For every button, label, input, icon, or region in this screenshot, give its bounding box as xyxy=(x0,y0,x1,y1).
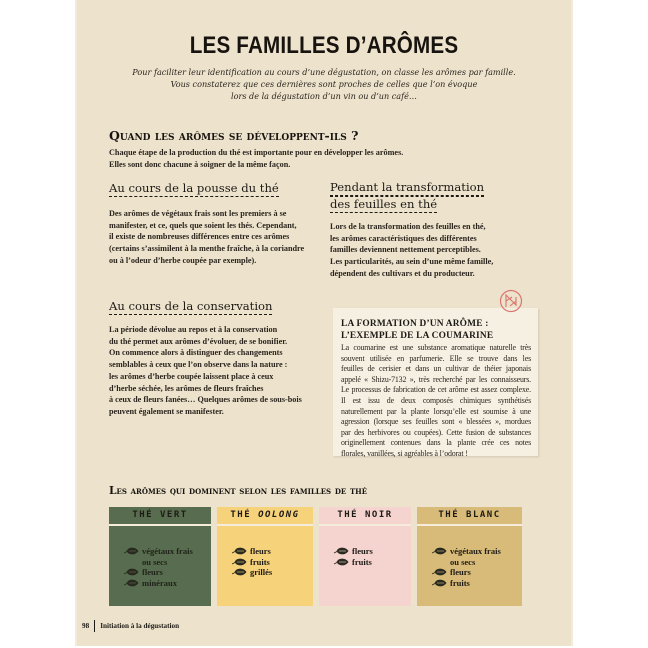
leaf-icon xyxy=(231,558,247,566)
subheading-text: Au cours de la pousse du thé xyxy=(109,181,279,195)
aroma-text: ou secs xyxy=(450,556,476,567)
text-line: d’herbe séchée, les arômes de fleurs fraîches xyxy=(109,383,264,393)
family-column-noir xyxy=(319,507,411,606)
growth-text xyxy=(109,208,304,267)
subheading-transformation xyxy=(330,180,484,213)
coumarine-sidebar-box xyxy=(333,308,538,456)
section-heading-when: Quand les arômes se développent-ils ? xyxy=(109,128,359,143)
header-name: BLANC xyxy=(466,510,501,520)
families-heading: Les arômes qui dominent selon les familles de thé xyxy=(109,484,368,497)
text-line: Les particularités, au sein d’une même famille, xyxy=(330,257,494,267)
aroma-list xyxy=(319,546,411,567)
aroma-item xyxy=(431,546,522,567)
text-line: La coumarine est une substance aromatique naturelle très xyxy=(341,343,531,352)
subheading-conservation xyxy=(109,298,272,315)
aroma-item xyxy=(231,546,313,557)
aroma-list xyxy=(217,546,313,578)
text-line: à ceux de fleurs fanées… Quelques arômes de sous-bois xyxy=(109,395,302,405)
text-line: souvent utilisée en parfumerie. Elle se trouve dans les xyxy=(341,353,531,363)
header-prefix: THÉ xyxy=(438,510,460,520)
subheading-text: Au cours de la conservation xyxy=(109,299,273,313)
text-line: familles deviennent nettement perceptibles. xyxy=(330,245,481,255)
text-line: Des arômes de végétaux frais sont les premiers à se xyxy=(109,209,287,218)
aroma-item xyxy=(123,567,211,578)
column-header xyxy=(109,507,211,524)
header-name: VERT xyxy=(160,510,188,520)
text-line: originellement contenues dans la plante crée ces notes xyxy=(341,438,531,448)
leaf-icon xyxy=(231,547,247,555)
header-prefix: THÉ xyxy=(132,510,154,520)
text-line: les arômes d’herbe coupée laissent place à ceux xyxy=(109,371,274,381)
intro-line: lors de la dégustation d’un vin ou d’un café… xyxy=(230,91,418,101)
aroma-item xyxy=(431,567,522,578)
text-line: florales, vanillées, si agréables à l’odorat ! xyxy=(341,448,468,458)
subheading-growth xyxy=(109,180,279,197)
sidebar-text xyxy=(341,343,531,460)
text-line: ou à l’odeur d’herbe coupée par exemple). xyxy=(109,255,257,265)
transformation-text xyxy=(330,221,493,280)
leaf-icon xyxy=(123,547,139,555)
text-line: Chaque étape de la production du thé est importante pour en développer les arômes. xyxy=(109,148,404,157)
circle-monogram-icon xyxy=(499,289,523,313)
leaf-icon xyxy=(431,579,447,587)
subheading-text: Pendant la transformation xyxy=(330,180,485,194)
text-line: appelé « Shizu-7132 », très recherché par les connaisseurs. xyxy=(341,374,531,384)
text-line: agression (lorsque ses feuilles sont « blessées », mordues xyxy=(341,417,531,427)
aroma-list xyxy=(109,546,211,588)
text-line: Lors de la transformation des feuilles en thé, xyxy=(330,222,486,231)
family-column-blanc xyxy=(417,507,522,606)
aroma-text: fruits xyxy=(352,556,372,567)
text-line: Elles sont donc chacune à soigner de la même façon. xyxy=(109,159,291,169)
aroma-text: fleurs xyxy=(450,567,471,578)
text-line: manifester, et ce, quels que soient les thés. Cependant, xyxy=(109,220,297,230)
aroma-item xyxy=(333,546,411,557)
aroma-text: végétaux frais xyxy=(142,546,193,556)
family-column-vert xyxy=(109,507,211,606)
leaf-icon xyxy=(333,558,349,566)
text-line: semblables à ceux que l’on observe dans la nature : xyxy=(109,360,288,370)
subheading-text: des feuilles en thé xyxy=(330,197,438,211)
aroma-item xyxy=(231,557,313,568)
aroma-item xyxy=(123,578,211,589)
aroma-text: fruits xyxy=(450,577,470,588)
text-line: (certains s’assimilent à la menthe fraîche, à la coriandre xyxy=(109,244,305,254)
page-footer xyxy=(82,620,179,632)
aroma-text: fleurs xyxy=(352,546,373,556)
text-line: On commence alors à distinguer des changements xyxy=(109,348,283,358)
aroma-item xyxy=(333,557,411,568)
text-line: Il est issu de deux composés chimiques synthétisés xyxy=(341,395,531,405)
section-when-text xyxy=(109,147,403,170)
text-line: du thé permet aux arômes d’évoluer, de se bonifier. xyxy=(109,336,288,346)
header-prefix: THÉ xyxy=(230,510,252,520)
aroma-text: fleurs xyxy=(142,567,163,578)
text-line: Le processus de fabrication de cet arôme est assez complexe. xyxy=(341,385,531,395)
aroma-item xyxy=(231,567,313,578)
header-name: OOLONG xyxy=(258,510,300,520)
footer-divider xyxy=(94,620,95,632)
page-number: 98 xyxy=(82,622,90,630)
aroma-list xyxy=(417,546,522,588)
leaf-icon xyxy=(333,547,349,555)
text-line: dépendent des cultivars et du producteur. xyxy=(330,268,475,278)
text-line: les arômes caractéristiques des différentes xyxy=(330,233,477,243)
text-line: feuilles de cerisier et dans un cultivar de théier japonais xyxy=(341,364,531,374)
text-line: naturellement par la plante lorsqu’elle est soumise à une xyxy=(341,406,531,416)
page-title: LES FAMILLES D’ARÔMES xyxy=(189,32,459,59)
column-header xyxy=(319,507,411,524)
text-line: il existe de nombreuses différences entre ces arômes xyxy=(109,232,290,242)
aroma-text: grillés xyxy=(250,567,273,578)
chapter-title: Initiation à la dégustation xyxy=(100,622,180,630)
column-header xyxy=(217,507,313,524)
text-line: peuvent également se manifester. xyxy=(109,406,224,416)
leaf-icon xyxy=(123,579,139,587)
aroma-text: ou secs xyxy=(142,556,168,567)
family-column-oolong xyxy=(217,507,313,606)
column-header xyxy=(417,507,522,524)
aroma-item xyxy=(431,578,522,589)
sidebar-title xyxy=(341,318,493,342)
sidebar-title-line: LA FORMATION D’UN ARÔME : xyxy=(341,319,489,329)
leaf-icon xyxy=(231,568,247,576)
aroma-text: fruits xyxy=(250,556,270,567)
conservation-text xyxy=(109,324,302,418)
leaf-icon xyxy=(123,568,139,576)
intro-line: Vous constaterez que ces dernières sont proches de celles que l’on évoque xyxy=(170,79,478,89)
aroma-text: minéraux xyxy=(142,577,177,588)
aroma-text: végétaux frais xyxy=(450,546,501,556)
aroma-item xyxy=(123,546,211,567)
text-line: La période dévolue au repos et à la conservation xyxy=(109,325,278,334)
leaf-icon xyxy=(431,547,447,555)
intro-text xyxy=(115,66,533,102)
leaf-icon xyxy=(431,568,447,576)
header-name: NOIR xyxy=(365,510,393,520)
book-page xyxy=(75,0,573,646)
intro-line: Pour faciliter leur identification au cours d’une dégustation, on classe les arômes par famille. xyxy=(132,67,516,77)
sidebar-title-line: L’EXEMPLE DE LA COUMARINE xyxy=(341,331,494,341)
text-line: par des herbivores ou coupées). Cette fusion de substances xyxy=(341,427,531,437)
header-prefix: THÉ xyxy=(337,510,359,520)
aroma-text: fleurs xyxy=(250,546,271,556)
